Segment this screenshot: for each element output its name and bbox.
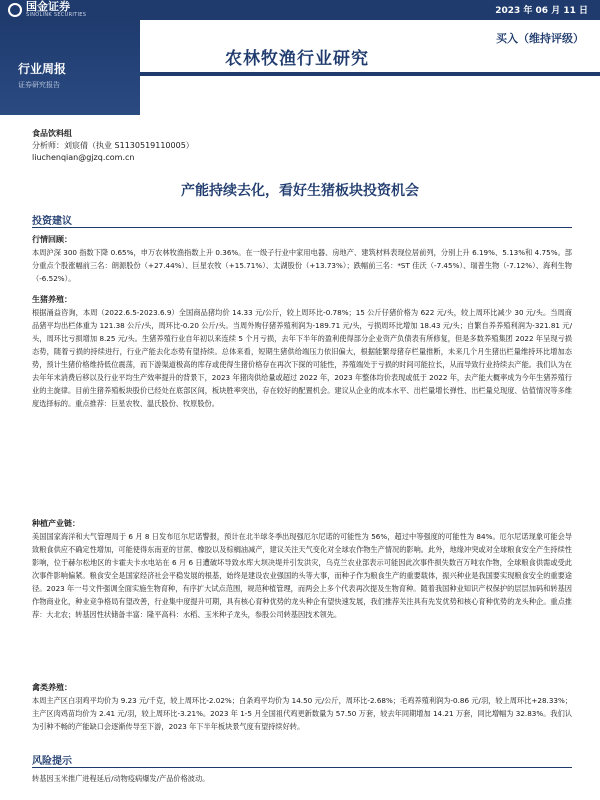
brand-name: 国金证券 [26,0,70,13]
rating: 买入（维持评级） [496,32,584,45]
report-subtitle: 证券研究报告 [18,81,60,89]
report-type: 行业周报 [18,62,67,76]
para-poultry: 本周主产区白羽鸡平均价为 9.23 元/千克，较上周环比-2.02%；白条鸡平均价为 14.50 元/公斤，周环比-2.68%；毛鸡养殖利润为-0.86 元/羽，较上周环比+28.33%；主产区肉鸡苗均价为 2.41 元/羽，较上周环比-3.21%。2023 年 1-5 月全国祖代鸡更新数量为 57.50 万套，较去年同期增加 14.21 万套，同比增幅为 32.83%。我们认为引种不畅的产能缺口会逐渐传导至下游，2023 年下半年板块景气度有望持续好转。 [32,696,572,731]
header-divider [140,72,600,76]
section-divider-risk [32,767,572,768]
page-title: 产能持续去化，看好生猪板块投资机会 [181,183,419,199]
industry-title: 农林牧渔行业研究 [225,49,369,69]
section-investment-advice: 投资建议 [32,216,72,227]
subhead-market: 行情回顾： [32,235,72,244]
brand-logo [8,1,86,18]
para-risk: 转基因玉米推广进程延后/动物疫病爆发/产品价格波动。 [32,774,210,783]
analyst: 分析师：刘宸倩（执业 S1130519110005） [32,141,194,150]
subhead-seed: 种植产业链： [32,519,80,528]
subhead-hog: 生猪养殖： [32,295,72,304]
author-meta [32,128,194,164]
subhead-poultry: 禽类养殖： [32,683,72,692]
para-seed: 美国国家海洋和大气管理局于 6 月 8 日发布厄尔尼诺警报，预计在北半球冬季出现强厄尔尼诺的可能性为 56%，超过中等强度的可能性为 84%。厄尔尼诺现象可能会导致粮食供应不确定性增加，可能使得东南亚的甘蔗、橡胶以及棕榈油减产，建议关注天气变化对全球农作物生产情况的影响。此外，地缘冲突或对全球粮食安全产生持续性影响，位于赫尔松地区的卡霍夫卡水电站在 6 月 6 日遭破坏导致水库大坝决堤并引发洪灾，乌克兰农业部表示可能因此次事件损失数百万吨农作物，全球粮食供需或受此次事件影响偏紧。粮食安全是国家经济社会平稳发展的根基，始终是建设农业强国的头等大事，而种子作为粮食生产的重要载体，振兴种业是我国要实现粮食安全的重要途径。2023 年一号文件强调全面实施生物育种，有序扩大试点范围，规范种植管理，而两会上多个代表再次提及生物育种。随着我国种业知识产权保护的层层加码和转基因作物商业化，种业竞争格局有望改善，行业集中度提升可期，具有核心育种优势的龙头种企有望快速发展，我们推荐关注具有先发优势和核心育种优势的龙头种企。重点推荐：大北农；转基因性状储备丰富：隆平高科：水稻、玉米种子龙头，参股公司转基因技术领先。 [32,532,572,619]
section-divider [32,227,572,228]
para-hog: 根据涌益咨询，本周（2022.6.5-2023.6.9）全国商品猪均价 14.33 元/公斤，较上周环比-0.78%；15 公斤仔猪价格为 622 元/头，较上周环比减少 30 元/头。当周商品猪平均出栏体重为 121.38 公斤/头，周环比-0.20 公斤/头。当周外购仔猪养殖利润为-189.71 元/头，亏损周环比增加 18.43 元/头；自繁自养养殖利润为-321.81 元/头，周环比亏损增加 8.25 元/头。生猪养殖行业自年初以来连续 5 个月亏损，去年下半年的盈利使得部分企业资产负债表有所修复，但是多数养殖集团 2022 年呈现亏损态势，随着亏损的持续进行，行业产能去化态势有望持续。总体来看，短期生猪供给端压力依旧偏大，根据能繁母猪存栏量推断，未来几个月生猪出栏量维持环比增加态势，预计生猪价格维持低位震荡，而下游渠道极高的库存或使得生猪价格存在再次下探的可能性，养殖端处于亏损的时间可能拉长，从而导致行业持续去产能。我们认为在去年年末消费后移以及行业平均生产效率提升的背景下，2023 年猪肉供给量或超过 2022 年，2023 年整体均价表现或低于 2022 年，去产能大概率成为今年生猪养殖行业的主旋律。目前生猪养殖板块股价已经处在底部区间，板块胜率突出，存在较好的配置机会。建议从企业的成本水平、出栏量增长弹性、出栏量兑现度、估值情况等多维度选择标的。重点推荐：巨星农牧、温氏股份、牧原股份。 [32,308,572,408]
report-date: 2023 年 06 月 11 日 [495,6,588,16]
logo-circle-icon [8,3,22,17]
brand-sub: SINOLINK SECURITIES [26,12,87,18]
analyst-email[interactable]: liuchenqian@gjzq.com.cn [32,153,135,162]
sector-group: 食品饮料组 [32,129,72,138]
para-market: 本周沪深 300 指数下降 0.65%，申万农林牧渔指数上升 0.36%。在一级子行业中家用电器、房地产、建筑材料表现位居前列，分别上升 6.19%、5.13%和 4.75%。部分重点个股涨幅前三名：朗源股份（+27.44%）、巨星农牧（+15.71%）、太湖股份（+13.73%）；跌幅前三名：*ST 佳沃（-7.45%）、瑞普生物（-7.12%）、海利生物（-6.52%）。 [32,248,572,283]
section-risk: 风险提示 [32,756,72,767]
